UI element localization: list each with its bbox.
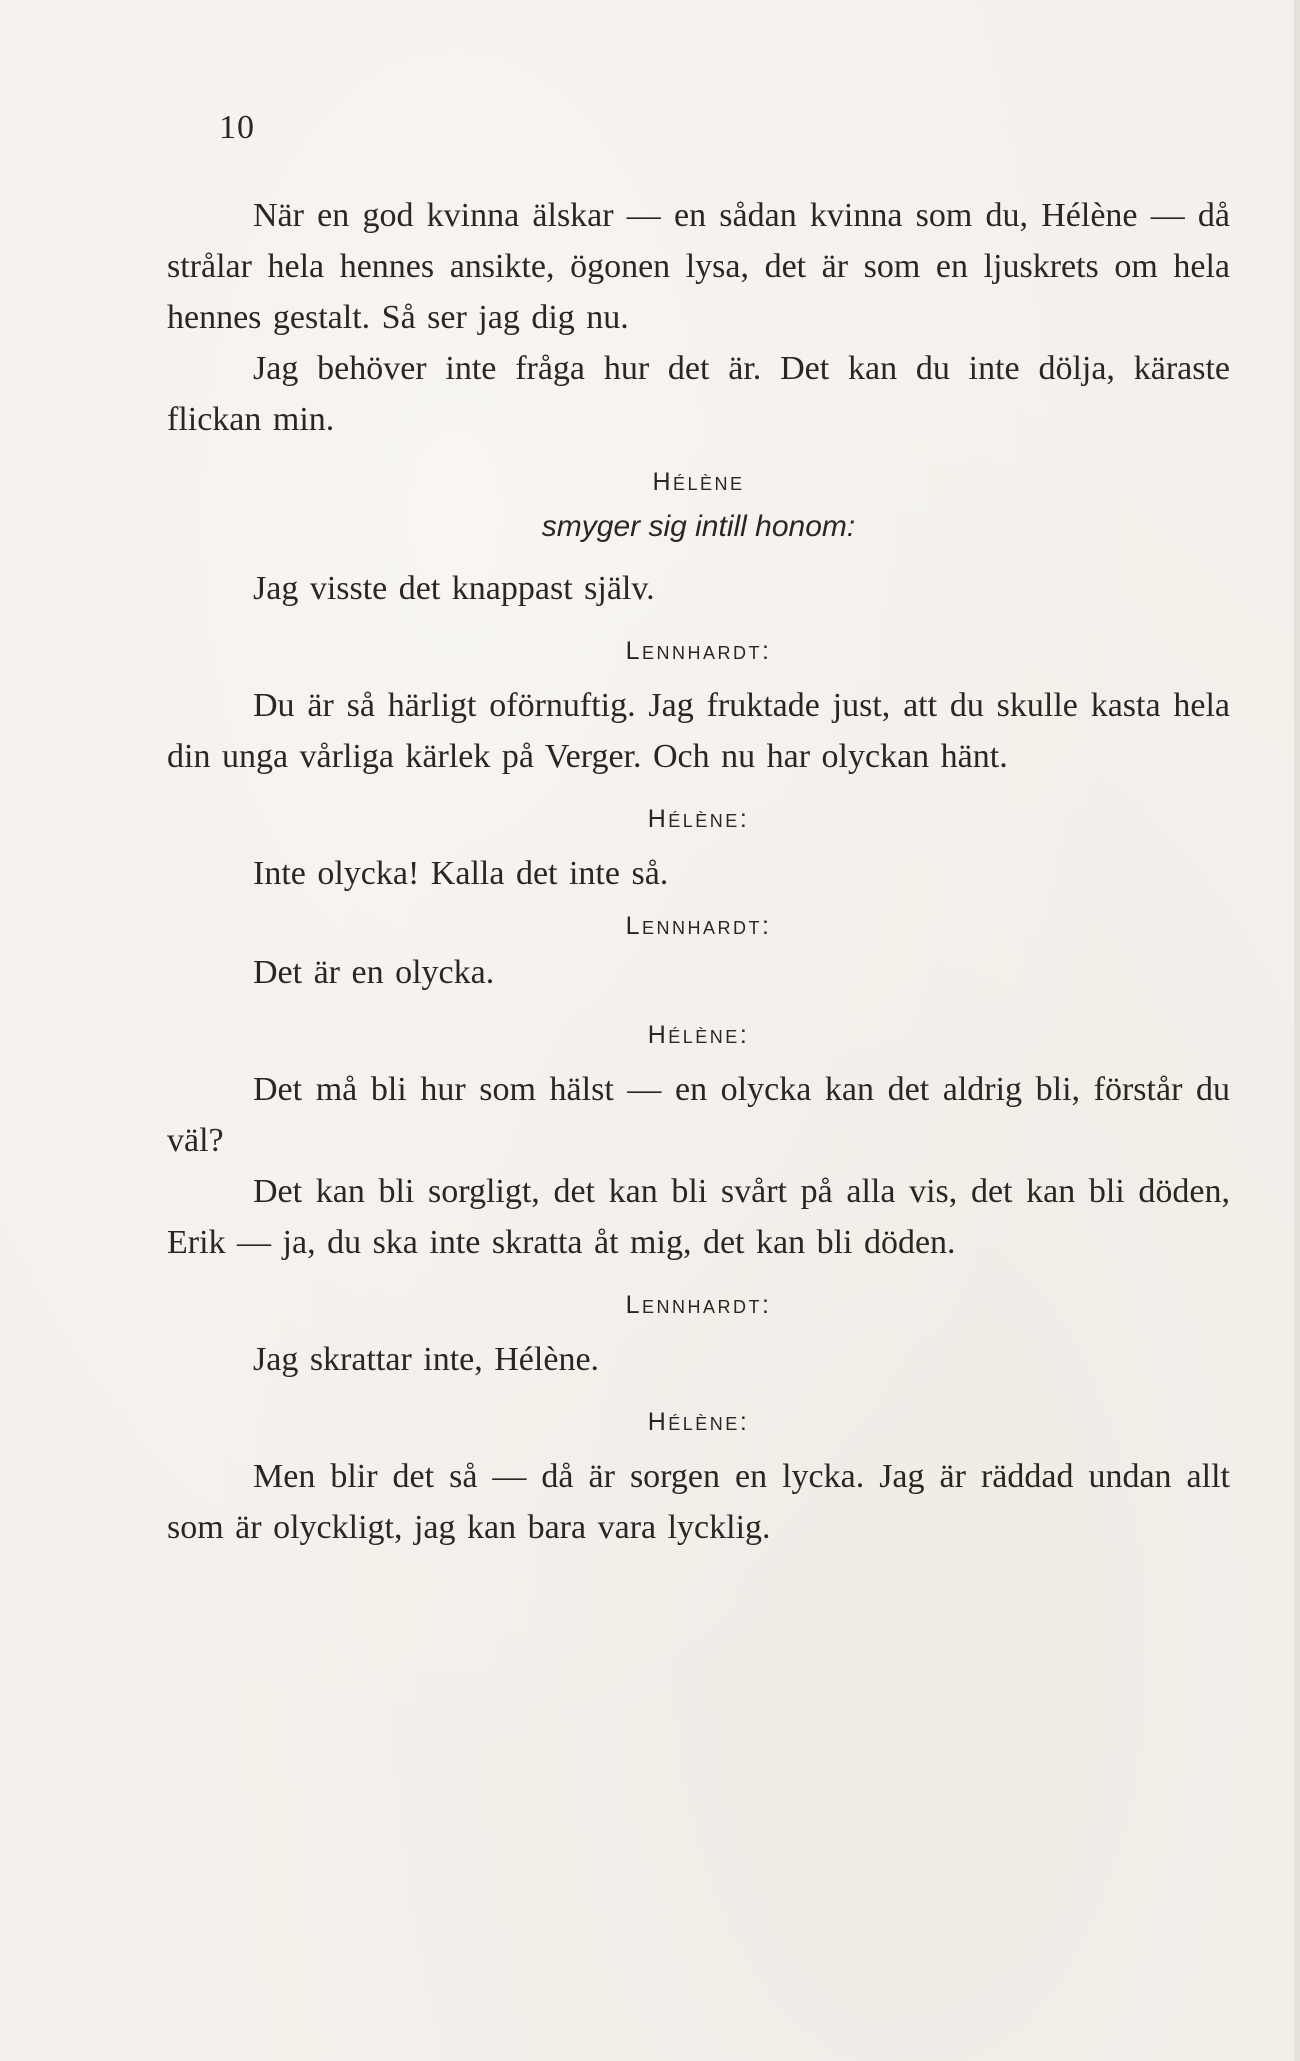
- page-edge: [1294, 0, 1300, 2061]
- speaker-name: Hélène:: [647, 805, 750, 833]
- paragraph: Du är så härligt oförnuftig. Jag fruktade just, att du skulle kasta hela din unga vårliga kärlek på Verger. Och nu har olyckan hänt.: [167, 687, 1230, 775]
- speaker-name: Hélène:: [647, 1021, 750, 1049]
- paragraph: När en god kvinna älskar — en sådan kvinna som du, Hélène — då strålar hela hennes ansikte, ögonen lysa, det är som en ljuskrets om hela hennes gestalt. Så ser jag dig nu.: [167, 197, 1230, 336]
- speaker-name: Hélène: [652, 468, 745, 496]
- dialogue-text: [167, 190, 1230, 1553]
- speaker-name: Hélène:: [647, 1408, 750, 1436]
- paragraph: Inte olycka! Kalla det inte så.: [253, 855, 669, 892]
- paragraph: Jag visste det knappast själv.: [253, 570, 655, 607]
- paragraph: Men blir det så — då är sorgen en lycka. Jag är räddad undan allt som är olyckligt, jag kan bara vara lycklig.: [167, 1458, 1230, 1546]
- speaker-name: Lennhardt:: [625, 912, 772, 940]
- page-number: 10: [219, 109, 255, 146]
- speaker-name: Lennhardt:: [625, 637, 772, 665]
- paragraph: Jag behöver inte fråga hur det är. Det kan du inte dölja, käraste flickan min.: [167, 350, 1230, 438]
- paragraph: Det kan bli sorgligt, det kan bli svårt på alla vis, det kan bli döden, Erik — ja, du ska inte skratta åt mig, det kan bli döden.: [167, 1173, 1230, 1261]
- paragraph: Det må bli hur som hälst — en olycka kan det aldrig bli, förstår du väl?: [167, 1071, 1230, 1159]
- speaker-name: Lennhardt:: [625, 1291, 772, 1319]
- stage-direction: smyger sig intill honom:: [541, 510, 856, 543]
- paragraph: Det är en olycka.: [253, 954, 495, 991]
- paragraph: Jag skrattar inte, Hélène.: [253, 1341, 600, 1378]
